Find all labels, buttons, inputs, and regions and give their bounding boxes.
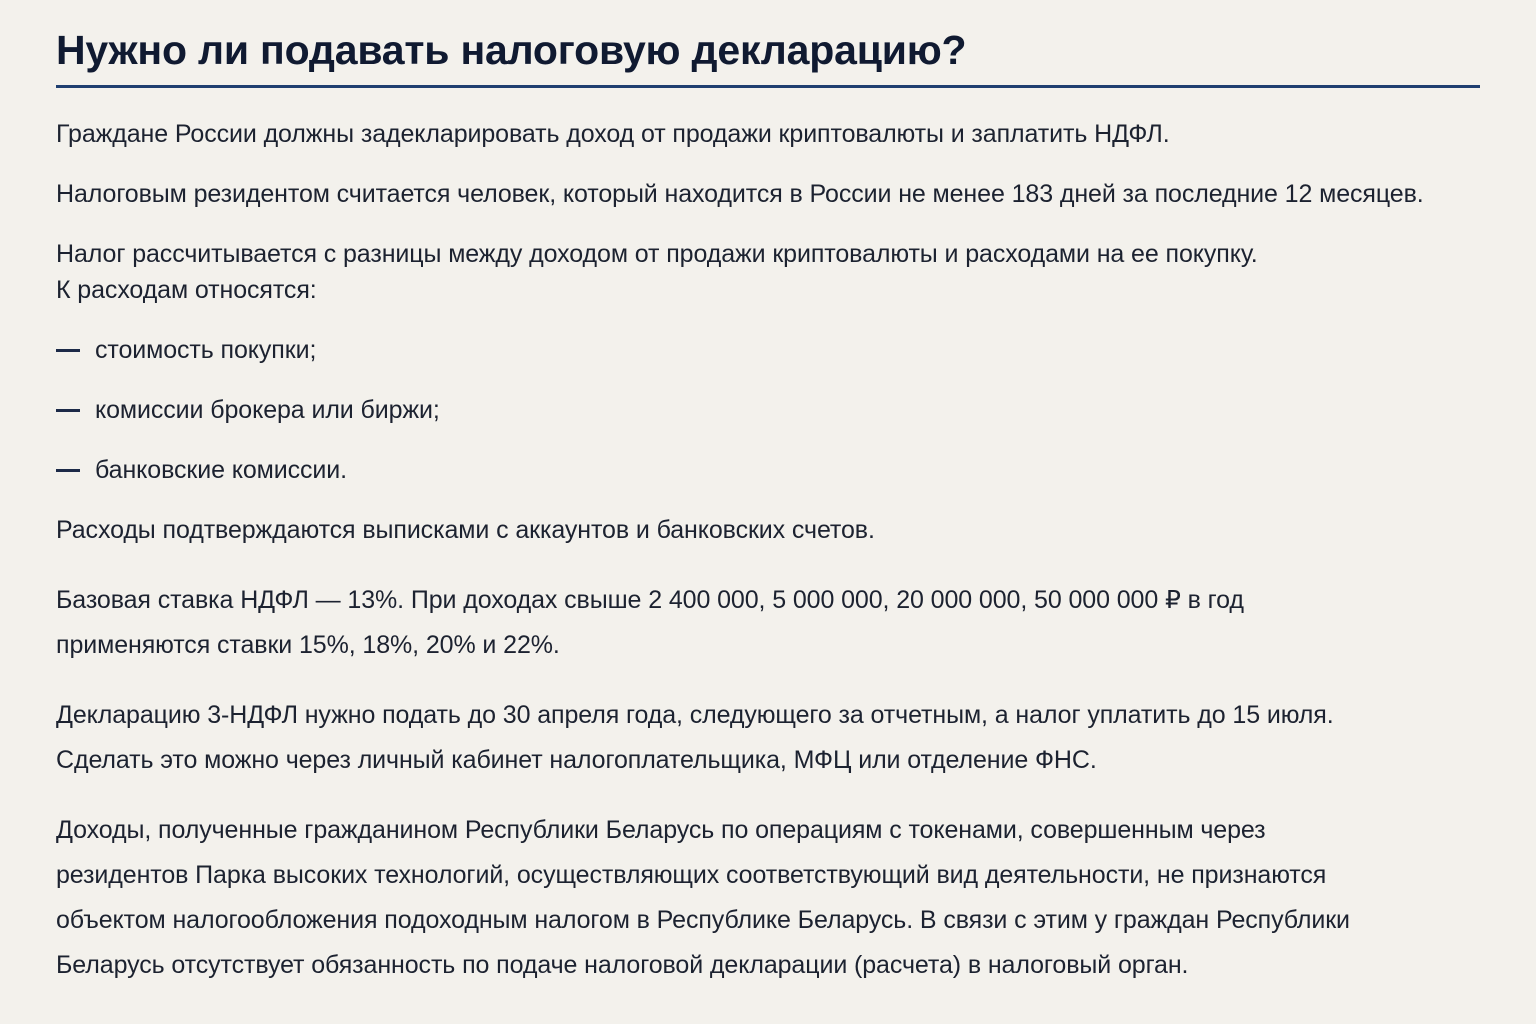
belarus-line: резидентов Парка высоких технологий, осуществляющих соответствующий вид деятельности, не признаются [56,861,1327,889]
list-item-text: банковские комиссии. [95,455,347,484]
tax-rate-line: применяются ставки 15%, 18%, 20% и 22%. [56,631,560,659]
page-title: Нужно ли подавать налоговую декларацию? [56,27,967,73]
expenses-intro: К расходам относятся: [56,276,317,304]
belarus-line: Доходы, полученные гражданином Республики Беларусь по операциям с токенами, совершенным через [56,816,1266,844]
expenses-list [56,332,1480,488]
paragraph-tax-base-line: Налог рассчитывается с разницы между доходом от продажи криптовалюты и расходами на ее покупку. [56,240,1258,268]
declaration-line: Сделать это можно через личный кабинет налогоплательщика, МФЦ или отделение ФНС. [56,746,1097,774]
belarus-line: объектом налогообложения подоходным налогом в Республике Беларусь. В связи с этим у граждан Республики [56,906,1350,934]
paragraph-tax-base [56,236,1480,308]
declaration-line: Декларацию 3-НДФЛ нужно подать до 30 апреля года, следующего за отчетным, а налог уплатить до 15 июля. [56,701,1334,729]
list-item-text: стоимость покупки; [95,335,317,364]
paragraph-expenses-proof: Расходы подтверждаются выписками с аккаунтов и банковских счетов. [56,516,875,544]
paragraph-resident: Налоговым резидентом считается человек, который находится в России не менее 183 дней за последние 12 месяцев. [56,180,1424,208]
paragraph-belarus [56,808,1480,988]
dash-bullet-icon [56,349,80,352]
paragraph-tax-rate [56,578,1480,668]
title-divider [56,85,1480,88]
article-body [56,116,1480,988]
list-item [56,392,1480,428]
belarus-line: Беларусь отсутствует обязанность по подаче налоговой декларации (расчета) в налоговый орган. [56,951,1189,979]
list-item [56,332,1480,368]
paragraph-declaration [56,693,1480,783]
dash-bullet-icon [56,409,80,412]
list-item [56,452,1480,488]
list-item-text: комиссии брокера или биржи; [95,395,440,424]
paragraph-citizens: Граждане России должны задекларировать доход от продажи криптовалюты и заплатить НДФЛ. [56,120,1170,148]
dash-bullet-icon [56,469,80,472]
tax-rate-line: Базовая ставка НДФЛ — 13%. При доходах свыше 2 400 000, 5 000 000, 20 000 000, 50 000 000 ₽ в год [56,586,1244,614]
